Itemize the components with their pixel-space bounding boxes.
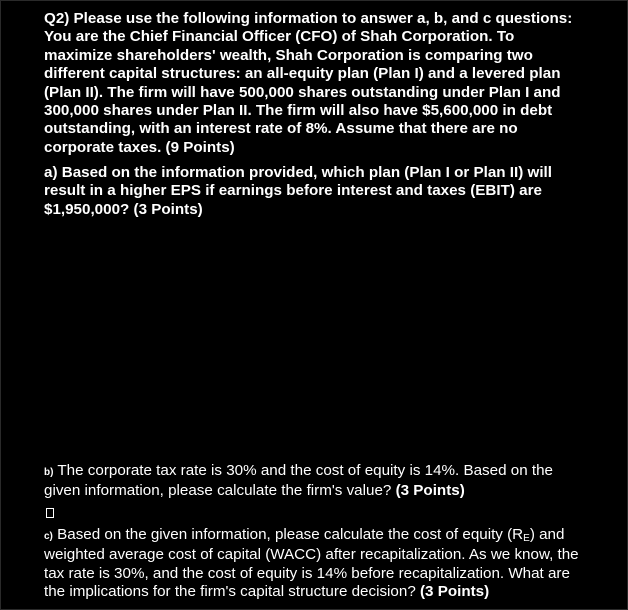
question-c-points: (3 Points) [420,583,490,601]
question-c-line1-a: Based on the given information, please calculate the cost of equity (R [52,526,524,543]
question-b-letter: b) [44,467,54,478]
question-2-intro: Q2) Please use the following information to answer a, b, and c questions: You are the Chief Financial Officer (CFO) of Shah Corporation. To maximize shareholders' wealth, Shah Corporation is comparing two different capital structures: an all-equity plan (Plan I) and a levered plan (Plan II). The firm will have 500,000 shares outstanding under Plan I and 300,000 shares under Plan II. The firm will also have $5,600,000 in debt outstanding, with an interest rate of 8%. Assume that there are no corporate taxes. (9 Points) [44,10,573,156]
question-c-letter: c) [44,531,53,542]
question-b-line2: given information, please calculate the firm's value? [44,482,396,500]
question-c-line1-b: ) and [529,526,565,543]
question-c [44,526,594,602]
question-c-subscript: E [523,533,530,544]
question-b-points: (3 Points) [395,482,465,500]
question-b-line1: The corporate tax rate is 30% and the cost of equity is 14%. Based on the [53,462,553,479]
empty-checkbox-icon [46,508,54,518]
question-b [44,462,594,501]
question-c-rest: weighted average cost of capital (WACC) after recapitalization. As we know, the tax rate is 30%, and the cost of equity is 14% before recapitalization. What are the implications for the firm's capital structure decision? [44,546,579,601]
question-a: a) Based on the information provided, which plan (Plan I or Plan II) will result in a higher EPS if earnings before interest and taxes (EBIT) are $1,950,000? (3 Points) [44,164,552,218]
